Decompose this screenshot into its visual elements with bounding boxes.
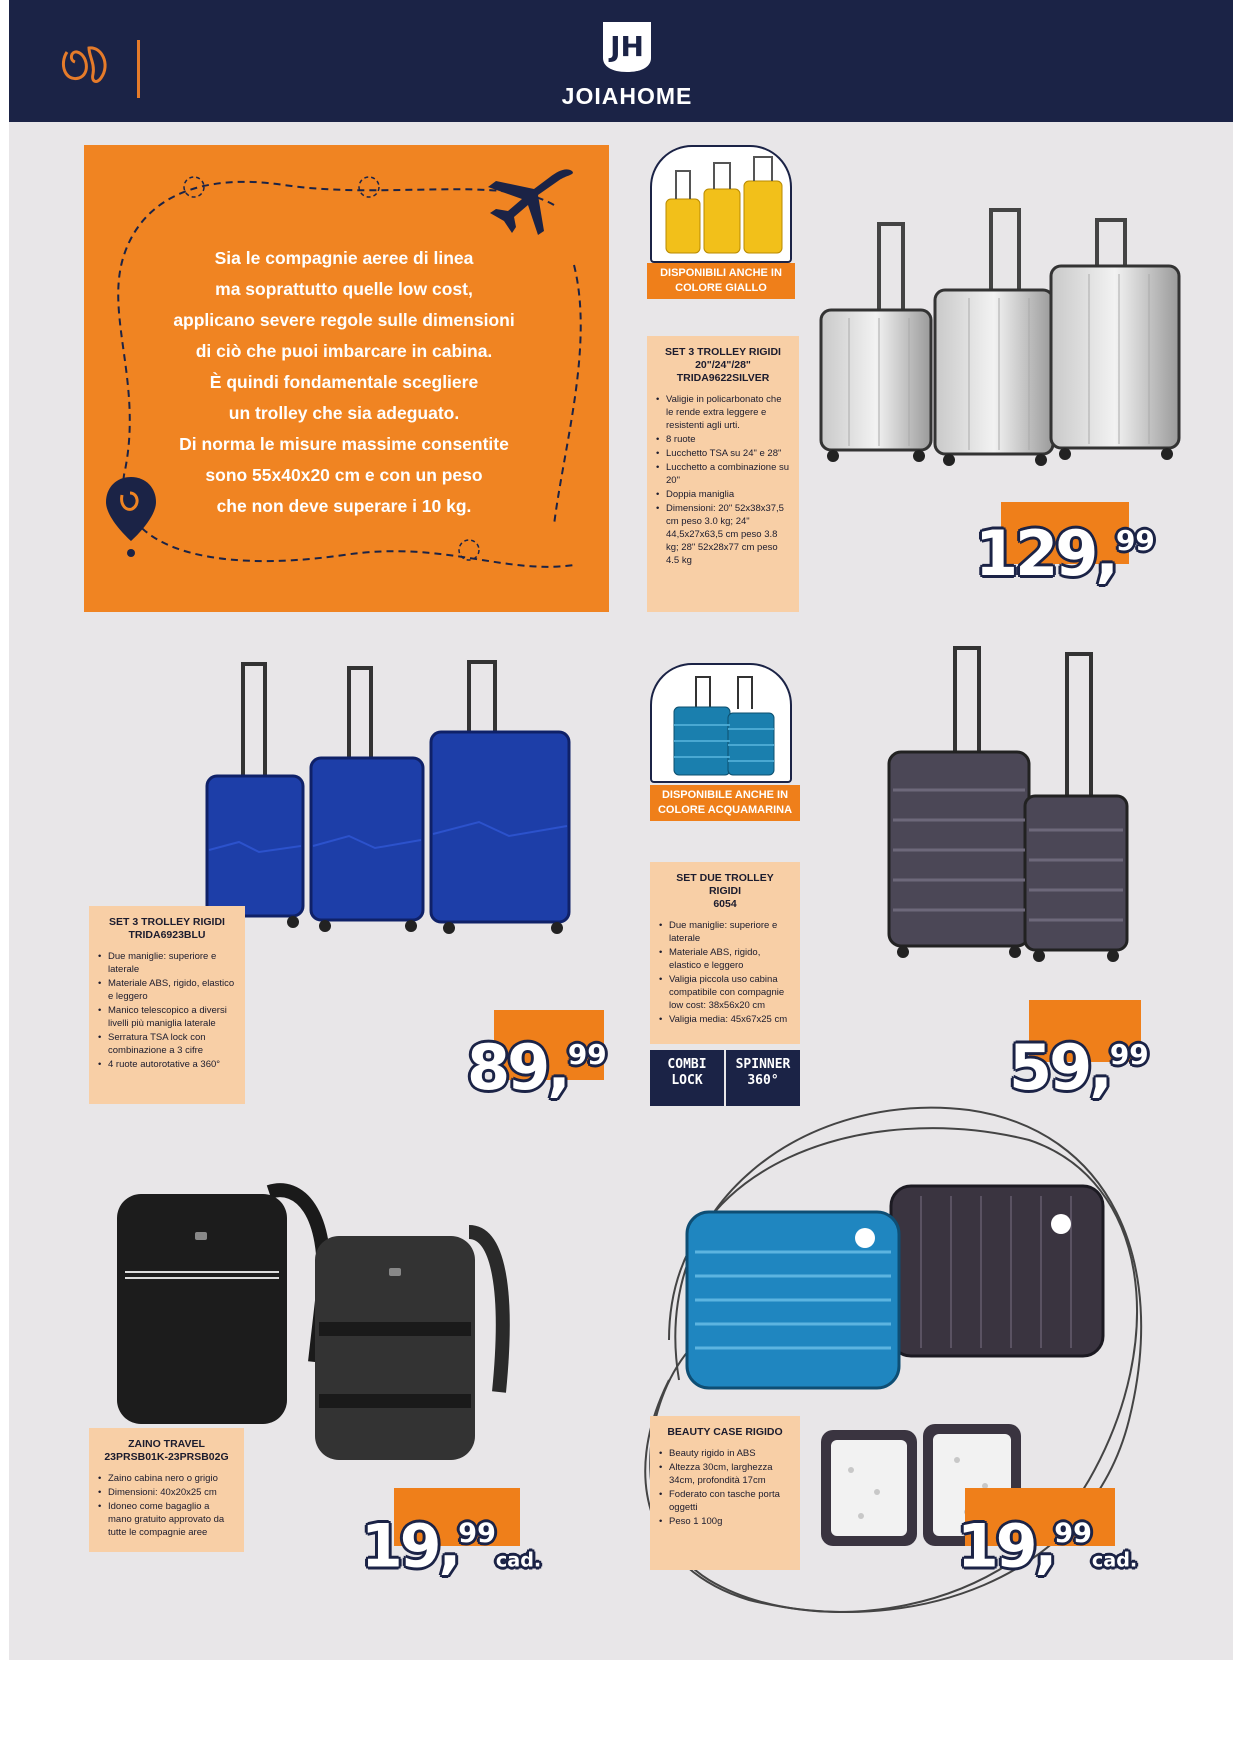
feature-item: • Altezza 30cm, larghezza 34cm, profondità 17cm xyxy=(659,1461,791,1487)
price-silver-set: 129,99 xyxy=(975,517,1155,591)
yellow-variant-thumbnail xyxy=(650,145,792,263)
promo-line: Sia le compagnie aeree di linea xyxy=(214,248,474,268)
silver-trolley-set-image xyxy=(809,200,1189,470)
feature-list xyxy=(656,393,790,567)
feature-item: • Manico telescopico a diversi livelli più maniglia laterale xyxy=(98,1004,236,1030)
title-line: 6054 xyxy=(713,898,737,910)
feature-item: • 8 ruote xyxy=(656,433,790,446)
beauty-case-pair-image xyxy=(681,1176,1111,1396)
feature-item: • Peso 1 100g xyxy=(659,1515,791,1528)
promo-line: che non deve superare i 10 kg. xyxy=(216,496,472,516)
feature-item: • Lucchetto a combinazione su 20" xyxy=(656,461,790,487)
feature-item: • Valigia piccola uso cabina compatibile con compagnie low cost: 38x56x20 cm xyxy=(659,973,791,1012)
title-line: 20"/24"/28" xyxy=(695,359,751,371)
product-title xyxy=(659,872,791,911)
promo-line: ma soprattutto quelle low cost, xyxy=(215,279,473,299)
promo-line: sono 55x40x20 cm e con un peso xyxy=(205,465,483,485)
aquamarine-variant-thumbnail xyxy=(650,663,792,783)
header-divider xyxy=(137,40,140,98)
promo-line: un trolley che sia adeguato. xyxy=(228,403,460,423)
feature-item: • Materiale ABS, rigido, elastico e leggero xyxy=(659,946,791,972)
price-integer: 19 xyxy=(957,1511,1035,1582)
title-line: SET DUE TROLLEY RIGIDI xyxy=(676,872,774,897)
feature-list xyxy=(659,1447,791,1528)
feature-list xyxy=(98,950,236,1071)
feature-list xyxy=(659,919,791,1026)
price-integer: 19 xyxy=(361,1511,439,1582)
feature-item: • Valigia media: 45x67x25 cm xyxy=(659,1013,791,1026)
feature-item: • Serratura TSA lock con combinazione a 3 cifre xyxy=(98,1031,236,1057)
title-line: TRIDA6923BLU xyxy=(128,929,206,941)
feature-item: • Zaino cabina nero o grigio xyxy=(98,1472,235,1485)
feature-item: • Lucchetto TSA su 24" e 28" xyxy=(656,447,790,460)
blue-set-info xyxy=(89,906,245,1104)
feature-item: • Foderato con tasche porta oggetti xyxy=(659,1488,791,1514)
airplane-icon xyxy=(486,165,578,237)
product-title xyxy=(659,1426,791,1439)
badge-line: COMBI xyxy=(667,1057,707,1072)
product-title xyxy=(656,346,790,385)
price-decimal: 99 xyxy=(567,1038,607,1071)
logo-letters: JH xyxy=(610,30,644,63)
flyer-page xyxy=(9,0,1233,1660)
badge-line: SPINNER xyxy=(735,1057,791,1072)
blue-trolley-set-image xyxy=(199,650,609,940)
price-integer: 129 xyxy=(975,517,1096,591)
purple-trolley-pair-image xyxy=(879,640,1139,970)
promo-box xyxy=(84,145,609,612)
duo-set-info xyxy=(650,862,800,1044)
badge-line: LOCK xyxy=(671,1073,703,1088)
location-pin-icon xyxy=(104,475,158,559)
availability-label: DISPONIBILI ANCHE IN COLORE GIALLO xyxy=(647,263,795,299)
promo-line: di ciò che puoi imbarcare in cabina. xyxy=(195,341,493,361)
header-bar xyxy=(9,0,1233,122)
feature-item: • Valigie in policarbonato che le rende extra leggere e resistenti agli urti. xyxy=(656,393,790,432)
price-decimal: 99 xyxy=(1109,1038,1149,1071)
feature-list xyxy=(98,1472,235,1539)
badge-line: 360° xyxy=(747,1073,779,1088)
price-duo-set: 59,99 xyxy=(1009,1031,1149,1105)
title-line: SET 3 TROLLEY RIGIDI xyxy=(665,346,781,358)
price-beauty-case: 19,99cad. xyxy=(957,1511,1138,1582)
title-line: BEAUTY CASE RIGIDO xyxy=(667,1426,783,1438)
feature-item: • Due maniglie: superiore e laterale xyxy=(659,919,791,945)
availability-label: DISPONIBILE ANCHE IN COLORE ACQUAMARINA xyxy=(650,785,800,821)
promo-line: applicano severe regole sulle dimensioni xyxy=(173,310,515,330)
price-backpack: 19,99cad. xyxy=(361,1511,542,1582)
silver-set-info xyxy=(647,336,799,612)
product-title xyxy=(98,1438,235,1464)
title-line: 23PRSB01K-23PRSB02G xyxy=(104,1451,229,1463)
feature-item: • Doppia maniglia xyxy=(656,488,790,501)
feature-item: • Materiale ABS, rigido, elastico e leggero xyxy=(98,977,236,1003)
brand-logo xyxy=(557,18,697,110)
price-unit: cad. xyxy=(1091,1548,1138,1572)
beauty-case-info xyxy=(650,1416,800,1570)
title-line: TRIDA9622SILVER xyxy=(676,372,770,384)
title-line: ZAINO TRAVEL xyxy=(128,1438,205,1450)
price-decimal: 99 xyxy=(458,1518,496,1549)
price-decimal: 99 xyxy=(1115,524,1155,557)
price-unit: cad. xyxy=(495,1548,542,1572)
joiahome-mark-icon xyxy=(57,34,117,94)
promo-line: Di norma le misure massime consentite xyxy=(179,434,509,454)
brand-name: JOIAHOME xyxy=(561,83,693,109)
promo-line: È quindi fondamentale scegliere xyxy=(209,372,479,392)
product-title xyxy=(98,916,236,942)
feature-item: • 4 ruote autorotative a 360° xyxy=(98,1058,236,1071)
promo-text xyxy=(154,243,534,522)
price-integer: 89 xyxy=(467,1031,548,1105)
feature-item: • Idoneo come bagaglio a mano gratuito approvato da tutte le compagnie aree xyxy=(98,1500,235,1539)
price-integer: 59 xyxy=(1009,1031,1090,1105)
feature-item: • Dimensioni: 20" 52x38x37,5 cm peso 3.0 kg; 24" 44,5x27x63,5 cm peso 3.8 kg; 28" 52x28x77 cm peso 4.5 kg xyxy=(656,502,790,567)
feature-item: • Due maniglie: superiore e laterale xyxy=(98,950,236,976)
price-decimal: 99 xyxy=(1054,1518,1092,1549)
backpack-pair-image xyxy=(109,1172,529,1472)
backpack-info xyxy=(89,1428,244,1552)
feature-item: • Dimensioni: 40x20x25 cm xyxy=(98,1486,235,1499)
title-line: SET 3 TROLLEY RIGIDI xyxy=(109,916,225,928)
price-blue-set: 89,99 xyxy=(467,1031,607,1105)
feature-item: • Beauty rigido in ABS xyxy=(659,1447,791,1460)
jh-badge-icon xyxy=(597,18,657,74)
